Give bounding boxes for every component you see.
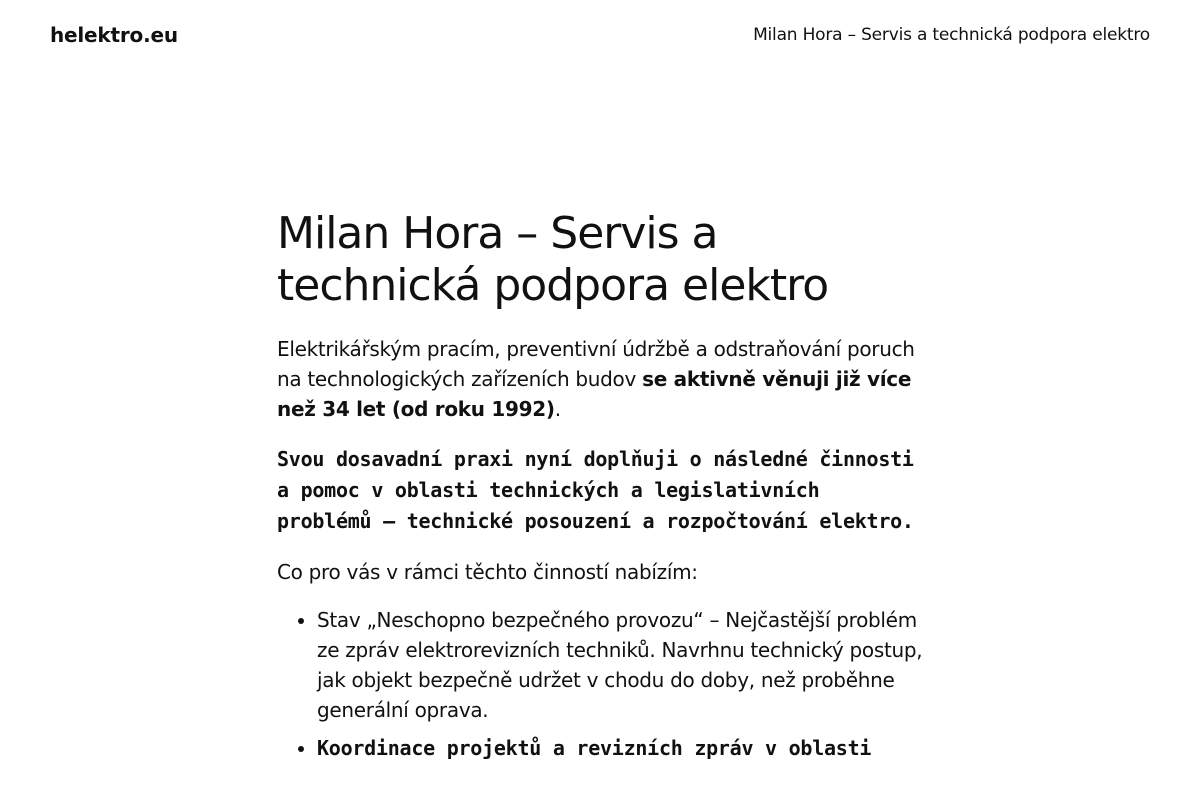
site-tagline: Milan Hora – Servis a technická podpora elektro	[753, 25, 1150, 45]
offer-heading: Co pro vás v rámci těchto činností nabízím:	[277, 560, 698, 584]
site-title-link[interactable]: helektro.eu	[50, 23, 178, 47]
offer-list-item: • Koordinace projektů a revizních zpráv v oblasti	[317, 733, 923, 763]
intro-text: Elektrikářským pracím, preventivní údržbě a odstraňování poruch na technologických zařízeních budov	[277, 337, 915, 391]
site-header	[0, 0, 1200, 70]
page-title: Milan Hora – Servis a technická podpora elektro	[277, 208, 829, 311]
offer-list-item: • Stav „Neschopno bezpečného provozu“ – Nejčastější problém ze zpráv elektrorevizních techniků. Navrhnu technický postup, jak objekt bezpečně udržet v chodu do doby, než proběhne generální oprava.	[317, 605, 923, 725]
intro-bold-text: se aktivně věnuji již více než 34 let (od roku 1992)	[277, 367, 912, 421]
intro-paragraph	[277, 334, 923, 424]
offer-list	[277, 605, 923, 763]
main-content	[277, 208, 923, 771]
intro-end-punctuation: .	[554, 397, 561, 421]
highlight-paragraph: Svou dosavadní praxi nyní doplňuji o následné činnosti a pomoc v oblasti technických a legislativních problémů – technické posouzení a rozpočtování elektro.	[277, 447, 914, 533]
